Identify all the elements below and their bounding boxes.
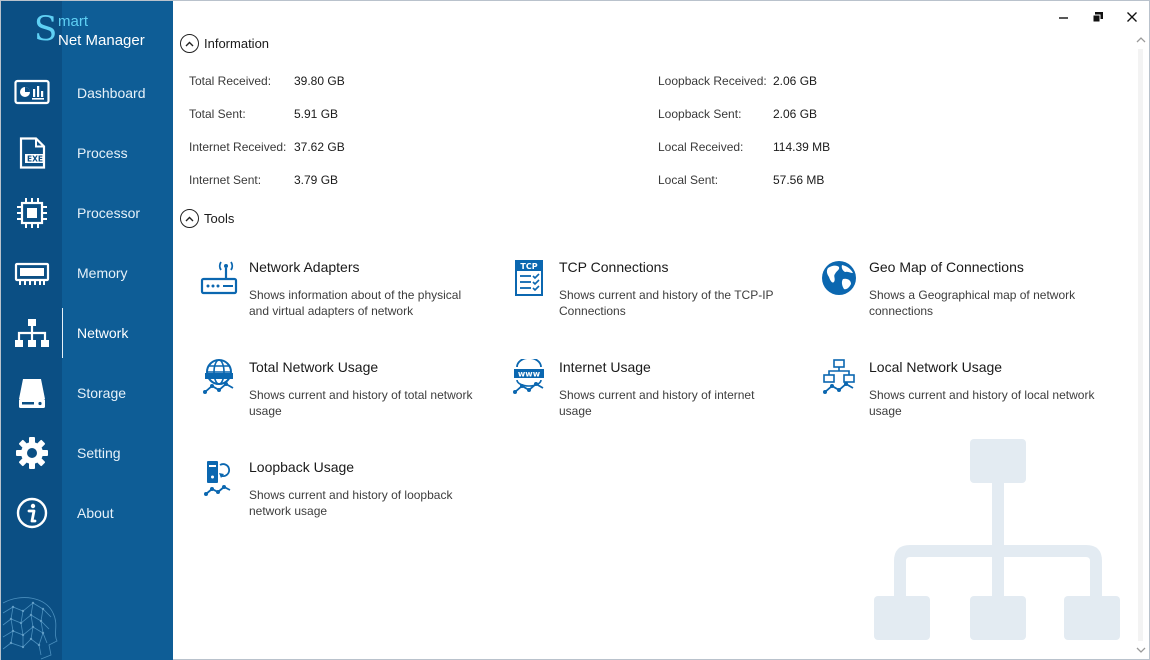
exe-file-icon <box>13 137 51 169</box>
tool-title: Network Adapters <box>249 259 360 275</box>
www-icon-text: www <box>517 369 541 379</box>
tcp-list-icon <box>509 259 549 299</box>
minimize-icon <box>1058 11 1070 23</box>
tools-section-toggle[interactable] <box>180 209 234 228</box>
sidebar-item-processor[interactable] <box>1 183 173 243</box>
scroll-down-icon[interactable] <box>1136 645 1146 655</box>
sidebar-item-setting[interactable] <box>1 423 173 483</box>
sidebar-item-label: Memory <box>77 265 128 281</box>
info-label: Internet Received: <box>189 140 287 154</box>
loopback-icon <box>199 459 239 499</box>
sidebar-item-process[interactable] <box>1 123 173 183</box>
scrollbar-track[interactable] <box>1138 49 1143 641</box>
tool-title: Geo Map of Connections <box>869 259 1024 275</box>
collapse-chevron-icon <box>180 209 199 228</box>
www-usage-icon <box>509 359 549 399</box>
info-label: Local Sent: <box>658 173 719 187</box>
sidebar-item-storage[interactable] <box>1 363 173 423</box>
logo-s: S <box>34 9 58 49</box>
sidebar-item-dashboard[interactable] <box>1 63 173 123</box>
sidebar-item-label: Setting <box>77 445 121 461</box>
info-label: Loopback Sent: <box>658 107 742 121</box>
tool-tcp-connections[interactable] <box>509 259 799 339</box>
sidebar-item-about[interactable] <box>1 483 173 543</box>
tool-title: TCP Connections <box>559 259 669 275</box>
svg-text:EXE: EXE <box>26 154 44 164</box>
tool-description: Shows a Geographical map of network connections <box>869 288 1076 318</box>
info-label: Internet Sent: <box>189 173 262 187</box>
restore-button[interactable] <box>1081 1 1115 33</box>
close-icon <box>1126 11 1138 23</box>
info-label: Loopback Received: <box>658 74 767 88</box>
info-label: Total Received: <box>189 74 272 88</box>
network-tree-icon <box>13 317 51 349</box>
tool-title: Internet Usage <box>559 359 651 375</box>
router-icon <box>199 259 239 299</box>
info-label: Total Sent: <box>189 107 246 121</box>
information-title: Information <box>204 36 270 51</box>
sidebar-nav <box>1 63 173 543</box>
tool-description: Shows current and history of total network usage <box>249 388 473 418</box>
minimize-button[interactable] <box>1047 1 1081 33</box>
tools-title: Tools <box>204 211 235 226</box>
app-name: Net Manager <box>58 32 145 49</box>
sidebar-item-label: Network <box>77 325 129 341</box>
cpu-chip-icon <box>13 197 51 229</box>
network-watermark-icon <box>874 439 1122 641</box>
info-icon <box>13 497 51 529</box>
info-value: 2.06 GB <box>773 74 818 88</box>
sidebar-item-memory[interactable] <box>1 243 173 303</box>
info-value: 39.80 GB <box>294 74 345 88</box>
tool-internet-usage[interactable] <box>509 359 799 439</box>
sidebar <box>1 1 173 660</box>
tool-title: Total Network Usage <box>249 359 379 375</box>
close-button[interactable] <box>1115 1 1149 33</box>
app-logo <box>1 1 173 63</box>
total-usage-globe-icon <box>199 359 239 399</box>
dashboard-icon <box>13 77 51 109</box>
tool-loopback-usage[interactable] <box>199 459 489 539</box>
sidebar-item-label: Processor <box>77 205 141 221</box>
sidebar-item-label: Dashboard <box>77 85 146 101</box>
hard-drive-icon <box>13 377 51 409</box>
tool-description: Shows current and history of the TCP-IP Connections <box>559 288 774 318</box>
tool-description: Shows current and history of loopback network usage <box>249 488 453 518</box>
brain-decoration-icon <box>1 593 61 660</box>
tool-description: Shows current and history of internet usage <box>559 388 755 418</box>
tool-network-adapters[interactable] <box>199 259 489 339</box>
window-controls <box>1047 1 1149 33</box>
tool-geo-map[interactable] <box>819 259 1109 339</box>
sidebar-item-network[interactable] <box>1 303 173 363</box>
tool-title: Local Network Usage <box>869 359 1003 375</box>
globe-icon <box>819 259 859 299</box>
tool-local-network-usage[interactable] <box>819 359 1109 439</box>
local-network-icon <box>819 359 859 399</box>
tcp-icon-text: TCP <box>520 262 538 271</box>
info-value: 2.06 GB <box>773 107 818 121</box>
collapse-chevron-icon <box>180 34 199 53</box>
info-value: 5.91 GB <box>294 107 339 121</box>
info-value: 114.39 MB <box>773 140 831 154</box>
tool-title: Loopback Usage <box>249 459 355 475</box>
scroll-up-icon[interactable] <box>1136 35 1146 45</box>
info-value: 57.56 MB <box>773 173 825 187</box>
tool-total-network-usage[interactable] <box>199 359 489 439</box>
sidebar-item-label: Storage <box>77 385 127 401</box>
restore-icon <box>1092 11 1104 23</box>
sidebar-item-label: About <box>77 505 114 521</box>
sidebar-item-label: Process <box>77 145 128 161</box>
information-section-toggle[interactable] <box>180 34 269 53</box>
tool-description: Shows information about of the physical and virtual adapters of network <box>249 288 462 318</box>
logo-mart: mart <box>58 13 88 30</box>
info-value: 37.62 GB <box>294 140 345 154</box>
info-label: Local Received: <box>658 140 744 154</box>
tool-description: Shows current and history of local network usage <box>869 388 1095 418</box>
gear-icon <box>13 437 51 469</box>
memory-ram-icon <box>13 257 51 289</box>
info-value: 3.79 GB <box>294 173 339 187</box>
